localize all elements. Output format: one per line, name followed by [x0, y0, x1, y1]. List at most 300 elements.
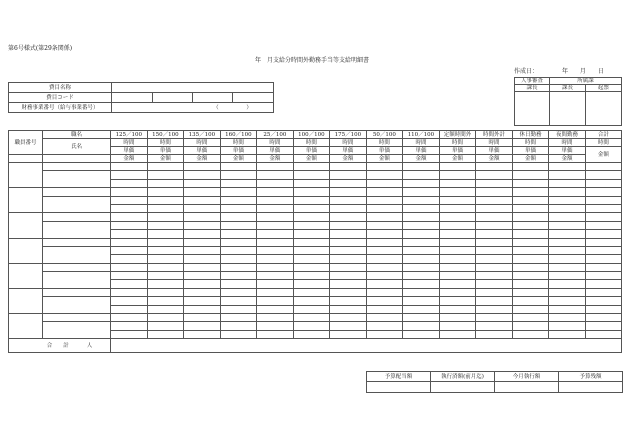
- amount-cell[interactable]: [549, 213, 586, 221]
- amount-cell[interactable]: [585, 196, 621, 204]
- amount-cell[interactable]: [403, 246, 440, 254]
- amount-cell[interactable]: [330, 297, 367, 305]
- amount-cell[interactable]: [330, 263, 367, 271]
- amount-cell[interactable]: [439, 246, 476, 254]
- amount-cell[interactable]: [293, 204, 330, 212]
- amount-cell[interactable]: [293, 196, 330, 204]
- amount-cell[interactable]: [220, 246, 257, 254]
- amount-cell[interactable]: [549, 322, 586, 330]
- amount-cell[interactable]: [439, 221, 476, 229]
- amount-cell[interactable]: [220, 221, 257, 229]
- amount-cell[interactable]: [111, 246, 148, 254]
- amount-cell[interactable]: [585, 179, 621, 187]
- amount-cell[interactable]: [147, 221, 184, 229]
- amount-cell[interactable]: [403, 230, 440, 238]
- amount-cell[interactable]: [403, 272, 440, 280]
- budget-allocated-field[interactable]: [367, 382, 431, 393]
- amount-cell[interactable]: [184, 305, 221, 313]
- amount-cell[interactable]: [111, 272, 148, 280]
- amount-cell[interactable]: [476, 255, 513, 263]
- amount-cell[interactable]: [111, 330, 148, 338]
- amount-cell[interactable]: [585, 272, 621, 280]
- employee-name-cell[interactable]: [43, 221, 111, 238]
- total-amount-cell[interactable]: [111, 339, 622, 353]
- amount-cell[interactable]: [439, 314, 476, 322]
- amount-cell[interactable]: [549, 330, 586, 338]
- amount-cell[interactable]: [147, 280, 184, 288]
- amount-cell[interactable]: [549, 272, 586, 280]
- expense-code-cell[interactable]: [112, 93, 153, 103]
- amount-cell[interactable]: [184, 204, 221, 212]
- amount-cell[interactable]: [184, 255, 221, 263]
- amount-cell[interactable]: [403, 179, 440, 187]
- amount-cell[interactable]: [366, 263, 403, 271]
- amount-cell[interactable]: [257, 188, 294, 196]
- amount-cell[interactable]: [257, 322, 294, 330]
- amount-cell[interactable]: [184, 322, 221, 330]
- amount-cell[interactable]: [293, 213, 330, 221]
- amount-cell[interactable]: [366, 196, 403, 204]
- amount-cell[interactable]: [330, 280, 367, 288]
- amount-cell[interactable]: [439, 280, 476, 288]
- amount-cell[interactable]: [147, 330, 184, 338]
- amount-cell[interactable]: [184, 171, 221, 179]
- amount-cell[interactable]: [220, 196, 257, 204]
- amount-cell[interactable]: [147, 171, 184, 179]
- amount-cell[interactable]: [439, 213, 476, 221]
- amount-cell[interactable]: [403, 263, 440, 271]
- amount-cell[interactable]: [403, 314, 440, 322]
- amount-cell[interactable]: [403, 322, 440, 330]
- amount-cell[interactable]: [293, 221, 330, 229]
- employee-name-cell[interactable]: [43, 272, 111, 289]
- amount-cell[interactable]: [220, 179, 257, 187]
- amount-cell[interactable]: [111, 305, 148, 313]
- amount-cell[interactable]: [439, 305, 476, 313]
- job-title-cell[interactable]: [43, 314, 111, 322]
- amount-cell[interactable]: [549, 188, 586, 196]
- amount-cell[interactable]: [512, 196, 549, 204]
- amount-cell[interactable]: [549, 305, 586, 313]
- amount-cell[interactable]: [476, 230, 513, 238]
- amount-cell[interactable]: [147, 230, 184, 238]
- amount-cell[interactable]: [111, 238, 148, 246]
- amount-cell[interactable]: [184, 238, 221, 246]
- amount-cell[interactable]: [366, 213, 403, 221]
- amount-cell[interactable]: [147, 263, 184, 271]
- approval-stamp-box[interactable]: [586, 92, 622, 126]
- job-title-cell[interactable]: [43, 288, 111, 296]
- amount-cell[interactable]: [403, 280, 440, 288]
- amount-cell[interactable]: [184, 297, 221, 305]
- amount-cell[interactable]: [293, 288, 330, 296]
- expense-code-cell[interactable]: [233, 93, 274, 103]
- amount-cell[interactable]: [293, 314, 330, 322]
- amount-cell[interactable]: [111, 297, 148, 305]
- amount-cell[interactable]: [585, 322, 621, 330]
- amount-cell[interactable]: [111, 171, 148, 179]
- amount-cell[interactable]: [220, 188, 257, 196]
- amount-cell[interactable]: [366, 221, 403, 229]
- amount-cell[interactable]: [439, 238, 476, 246]
- amount-cell[interactable]: [293, 280, 330, 288]
- amount-cell[interactable]: [111, 280, 148, 288]
- amount-cell[interactable]: [111, 288, 148, 296]
- amount-cell[interactable]: [147, 305, 184, 313]
- amount-cell[interactable]: [330, 163, 367, 171]
- amount-cell[interactable]: [257, 246, 294, 254]
- job-title-cell[interactable]: [43, 238, 111, 246]
- amount-cell[interactable]: [220, 238, 257, 246]
- amount-cell[interactable]: [330, 288, 367, 296]
- budget-executed-field[interactable]: [431, 382, 495, 393]
- amount-cell[interactable]: [512, 280, 549, 288]
- amount-cell[interactable]: [147, 196, 184, 204]
- employee-name-cell[interactable]: [43, 297, 111, 314]
- amount-cell[interactable]: [439, 263, 476, 271]
- amount-cell[interactable]: [147, 204, 184, 212]
- amount-cell[interactable]: [147, 163, 184, 171]
- amount-cell[interactable]: [220, 230, 257, 238]
- amount-cell[interactable]: [293, 179, 330, 187]
- amount-cell[interactable]: [330, 330, 367, 338]
- amount-cell[interactable]: [184, 263, 221, 271]
- amount-cell[interactable]: [330, 246, 367, 254]
- amount-cell[interactable]: [439, 330, 476, 338]
- amount-cell[interactable]: [293, 171, 330, 179]
- amount-cell[interactable]: [403, 171, 440, 179]
- amount-cell[interactable]: [585, 163, 621, 171]
- amount-cell[interactable]: [403, 288, 440, 296]
- amount-cell[interactable]: [585, 297, 621, 305]
- amount-cell[interactable]: [403, 330, 440, 338]
- employee-number-cell[interactable]: [9, 188, 43, 213]
- amount-cell[interactable]: [366, 238, 403, 246]
- amount-cell[interactable]: [293, 330, 330, 338]
- expense-name-field[interactable]: [112, 83, 274, 93]
- amount-cell[interactable]: [220, 305, 257, 313]
- amount-cell[interactable]: [549, 179, 586, 187]
- amount-cell[interactable]: [512, 305, 549, 313]
- amount-cell[interactable]: [403, 188, 440, 196]
- amount-cell[interactable]: [403, 163, 440, 171]
- amount-cell[interactable]: [330, 204, 367, 212]
- amount-cell[interactable]: [366, 171, 403, 179]
- amount-cell[interactable]: [111, 213, 148, 221]
- amount-cell[interactable]: [184, 196, 221, 204]
- expense-code-cell[interactable]: [193, 93, 233, 103]
- job-title-cell[interactable]: [43, 213, 111, 221]
- amount-cell[interactable]: [111, 204, 148, 212]
- amount-cell[interactable]: [585, 204, 621, 212]
- amount-cell[interactable]: [366, 322, 403, 330]
- amount-cell[interactable]: [585, 188, 621, 196]
- amount-cell[interactable]: [257, 263, 294, 271]
- amount-cell[interactable]: [549, 221, 586, 229]
- amount-cell[interactable]: [330, 255, 367, 263]
- amount-cell[interactable]: [293, 322, 330, 330]
- amount-cell[interactable]: [147, 238, 184, 246]
- amount-cell[interactable]: [549, 280, 586, 288]
- amount-cell[interactable]: [585, 255, 621, 263]
- amount-cell[interactable]: [293, 272, 330, 280]
- amount-cell[interactable]: [476, 288, 513, 296]
- employee-number-cell[interactable]: [9, 163, 43, 188]
- amount-cell[interactable]: [111, 322, 148, 330]
- amount-cell[interactable]: [293, 163, 330, 171]
- amount-cell[interactable]: [512, 204, 549, 212]
- amount-cell[interactable]: [439, 171, 476, 179]
- amount-cell[interactable]: [366, 330, 403, 338]
- amount-cell[interactable]: [111, 255, 148, 263]
- employee-number-cell[interactable]: [9, 213, 43, 238]
- amount-cell[interactable]: [476, 171, 513, 179]
- amount-cell[interactable]: [330, 171, 367, 179]
- amount-cell[interactable]: [220, 280, 257, 288]
- amount-cell[interactable]: [476, 163, 513, 171]
- amount-cell[interactable]: [184, 221, 221, 229]
- amount-cell[interactable]: [585, 213, 621, 221]
- budget-remaining-field[interactable]: [559, 382, 623, 393]
- amount-cell[interactable]: [549, 230, 586, 238]
- amount-cell[interactable]: [220, 213, 257, 221]
- amount-cell[interactable]: [585, 238, 621, 246]
- amount-cell[interactable]: [257, 255, 294, 263]
- employee-number-cell[interactable]: [9, 288, 43, 313]
- amount-cell[interactable]: [403, 196, 440, 204]
- amount-cell[interactable]: [366, 297, 403, 305]
- amount-cell[interactable]: [476, 204, 513, 212]
- amount-cell[interactable]: [585, 288, 621, 296]
- amount-cell[interactable]: [257, 314, 294, 322]
- amount-cell[interactable]: [549, 288, 586, 296]
- amount-cell[interactable]: [184, 272, 221, 280]
- employee-number-cell[interactable]: [9, 263, 43, 288]
- amount-cell[interactable]: [512, 246, 549, 254]
- job-title-cell[interactable]: [43, 188, 111, 196]
- amount-cell[interactable]: [549, 171, 586, 179]
- amount-cell[interactable]: [220, 272, 257, 280]
- amount-cell[interactable]: [220, 171, 257, 179]
- expense-code-cell[interactable]: [153, 93, 193, 103]
- project-number-field[interactable]: [112, 103, 274, 113]
- amount-cell[interactable]: [184, 188, 221, 196]
- amount-cell[interactable]: [184, 246, 221, 254]
- amount-cell[interactable]: [585, 314, 621, 322]
- amount-cell[interactable]: [366, 163, 403, 171]
- amount-cell[interactable]: [585, 171, 621, 179]
- amount-cell[interactable]: [257, 238, 294, 246]
- amount-cell[interactable]: [147, 288, 184, 296]
- amount-cell[interactable]: [512, 297, 549, 305]
- amount-cell[interactable]: [147, 179, 184, 187]
- amount-cell[interactable]: [184, 213, 221, 221]
- amount-cell[interactable]: [366, 204, 403, 212]
- amount-cell[interactable]: [293, 305, 330, 313]
- amount-cell[interactable]: [549, 204, 586, 212]
- amount-cell[interactable]: [549, 163, 586, 171]
- amount-cell[interactable]: [257, 163, 294, 171]
- amount-cell[interactable]: [366, 280, 403, 288]
- amount-cell[interactable]: [512, 230, 549, 238]
- amount-cell[interactable]: [476, 246, 513, 254]
- amount-cell[interactable]: [439, 322, 476, 330]
- amount-cell[interactable]: [476, 305, 513, 313]
- amount-cell[interactable]: [147, 188, 184, 196]
- amount-cell[interactable]: [476, 272, 513, 280]
- amount-cell[interactable]: [366, 188, 403, 196]
- job-title-cell[interactable]: [43, 263, 111, 271]
- amount-cell[interactable]: [476, 297, 513, 305]
- amount-cell[interactable]: [111, 314, 148, 322]
- employee-number-cell[interactable]: [9, 238, 43, 263]
- amount-cell[interactable]: [184, 330, 221, 338]
- amount-cell[interactable]: [257, 272, 294, 280]
- approval-stamp-box[interactable]: [550, 92, 586, 126]
- amount-cell[interactable]: [549, 238, 586, 246]
- amount-cell[interactable]: [220, 288, 257, 296]
- amount-cell[interactable]: [512, 288, 549, 296]
- amount-cell[interactable]: [257, 171, 294, 179]
- amount-cell[interactable]: [476, 213, 513, 221]
- amount-cell[interactable]: [439, 272, 476, 280]
- amount-cell[interactable]: [111, 263, 148, 271]
- amount-cell[interactable]: [549, 246, 586, 254]
- amount-cell[interactable]: [147, 297, 184, 305]
- amount-cell[interactable]: [330, 230, 367, 238]
- amount-cell[interactable]: [257, 221, 294, 229]
- amount-cell[interactable]: [439, 179, 476, 187]
- amount-cell[interactable]: [366, 314, 403, 322]
- amount-cell[interactable]: [439, 196, 476, 204]
- amount-cell[interactable]: [111, 188, 148, 196]
- amount-cell[interactable]: [257, 280, 294, 288]
- amount-cell[interactable]: [293, 297, 330, 305]
- amount-cell[interactable]: [512, 272, 549, 280]
- amount-cell[interactable]: [147, 322, 184, 330]
- amount-cell[interactable]: [512, 221, 549, 229]
- amount-cell[interactable]: [111, 196, 148, 204]
- amount-cell[interactable]: [585, 263, 621, 271]
- amount-cell[interactable]: [330, 305, 367, 313]
- amount-cell[interactable]: [220, 204, 257, 212]
- amount-cell[interactable]: [220, 263, 257, 271]
- amount-cell[interactable]: [439, 297, 476, 305]
- job-title-cell[interactable]: [43, 163, 111, 171]
- amount-cell[interactable]: [366, 230, 403, 238]
- amount-cell[interactable]: [476, 330, 513, 338]
- amount-cell[interactable]: [293, 230, 330, 238]
- amount-cell[interactable]: [147, 246, 184, 254]
- amount-cell[interactable]: [257, 179, 294, 187]
- amount-cell[interactable]: [111, 221, 148, 229]
- amount-cell[interactable]: [293, 238, 330, 246]
- amount-cell[interactable]: [512, 213, 549, 221]
- amount-cell[interactable]: [403, 204, 440, 212]
- amount-cell[interactable]: [111, 163, 148, 171]
- amount-cell[interactable]: [184, 314, 221, 322]
- amount-cell[interactable]: [512, 171, 549, 179]
- amount-cell[interactable]: [512, 314, 549, 322]
- amount-cell[interactable]: [147, 255, 184, 263]
- amount-cell[interactable]: [257, 297, 294, 305]
- amount-cell[interactable]: [512, 188, 549, 196]
- employee-name-cell[interactable]: [43, 171, 111, 188]
- amount-cell[interactable]: [330, 213, 367, 221]
- amount-cell[interactable]: [512, 263, 549, 271]
- amount-cell[interactable]: [585, 230, 621, 238]
- amount-cell[interactable]: [293, 188, 330, 196]
- amount-cell[interactable]: [330, 238, 367, 246]
- amount-cell[interactable]: [366, 246, 403, 254]
- amount-cell[interactable]: [147, 272, 184, 280]
- amount-cell[interactable]: [476, 196, 513, 204]
- amount-cell[interactable]: [330, 196, 367, 204]
- amount-cell[interactable]: [439, 288, 476, 296]
- amount-cell[interactable]: [476, 322, 513, 330]
- amount-cell[interactable]: [439, 230, 476, 238]
- amount-cell[interactable]: [585, 246, 621, 254]
- amount-cell[interactable]: [549, 263, 586, 271]
- amount-cell[interactable]: [257, 330, 294, 338]
- amount-cell[interactable]: [330, 179, 367, 187]
- amount-cell[interactable]: [476, 188, 513, 196]
- amount-cell[interactable]: [330, 221, 367, 229]
- amount-cell[interactable]: [184, 288, 221, 296]
- employee-number-cell[interactable]: [9, 314, 43, 339]
- amount-cell[interactable]: [512, 179, 549, 187]
- amount-cell[interactable]: [293, 246, 330, 254]
- amount-cell[interactable]: [220, 297, 257, 305]
- amount-cell[interactable]: [184, 280, 221, 288]
- amount-cell[interactable]: [512, 255, 549, 263]
- amount-cell[interactable]: [512, 330, 549, 338]
- amount-cell[interactable]: [403, 255, 440, 263]
- amount-cell[interactable]: [439, 204, 476, 212]
- amount-cell[interactable]: [184, 179, 221, 187]
- amount-cell[interactable]: [330, 322, 367, 330]
- amount-cell[interactable]: [403, 213, 440, 221]
- amount-cell[interactable]: [220, 163, 257, 171]
- amount-cell[interactable]: [257, 288, 294, 296]
- amount-cell[interactable]: [220, 314, 257, 322]
- amount-cell[interactable]: [439, 188, 476, 196]
- amount-cell[interactable]: [147, 213, 184, 221]
- employee-name-cell[interactable]: [43, 322, 111, 339]
- amount-cell[interactable]: [476, 179, 513, 187]
- amount-cell[interactable]: [330, 188, 367, 196]
- budget-this-month-field[interactable]: [495, 382, 559, 393]
- amount-cell[interactable]: [512, 163, 549, 171]
- amount-cell[interactable]: [220, 255, 257, 263]
- amount-cell[interactable]: [549, 297, 586, 305]
- amount-cell[interactable]: [366, 288, 403, 296]
- amount-cell[interactable]: [403, 238, 440, 246]
- amount-cell[interactable]: [585, 221, 621, 229]
- employee-name-cell[interactable]: [43, 196, 111, 213]
- amount-cell[interactable]: [512, 322, 549, 330]
- amount-cell[interactable]: [476, 280, 513, 288]
- amount-cell[interactable]: [476, 314, 513, 322]
- amount-cell[interactable]: [257, 196, 294, 204]
- amount-cell[interactable]: [257, 305, 294, 313]
- amount-cell[interactable]: [403, 297, 440, 305]
- amount-cell[interactable]: [439, 163, 476, 171]
- amount-cell[interactable]: [293, 255, 330, 263]
- amount-cell[interactable]: [549, 314, 586, 322]
- employee-name-cell[interactable]: [43, 246, 111, 263]
- amount-cell[interactable]: [220, 322, 257, 330]
